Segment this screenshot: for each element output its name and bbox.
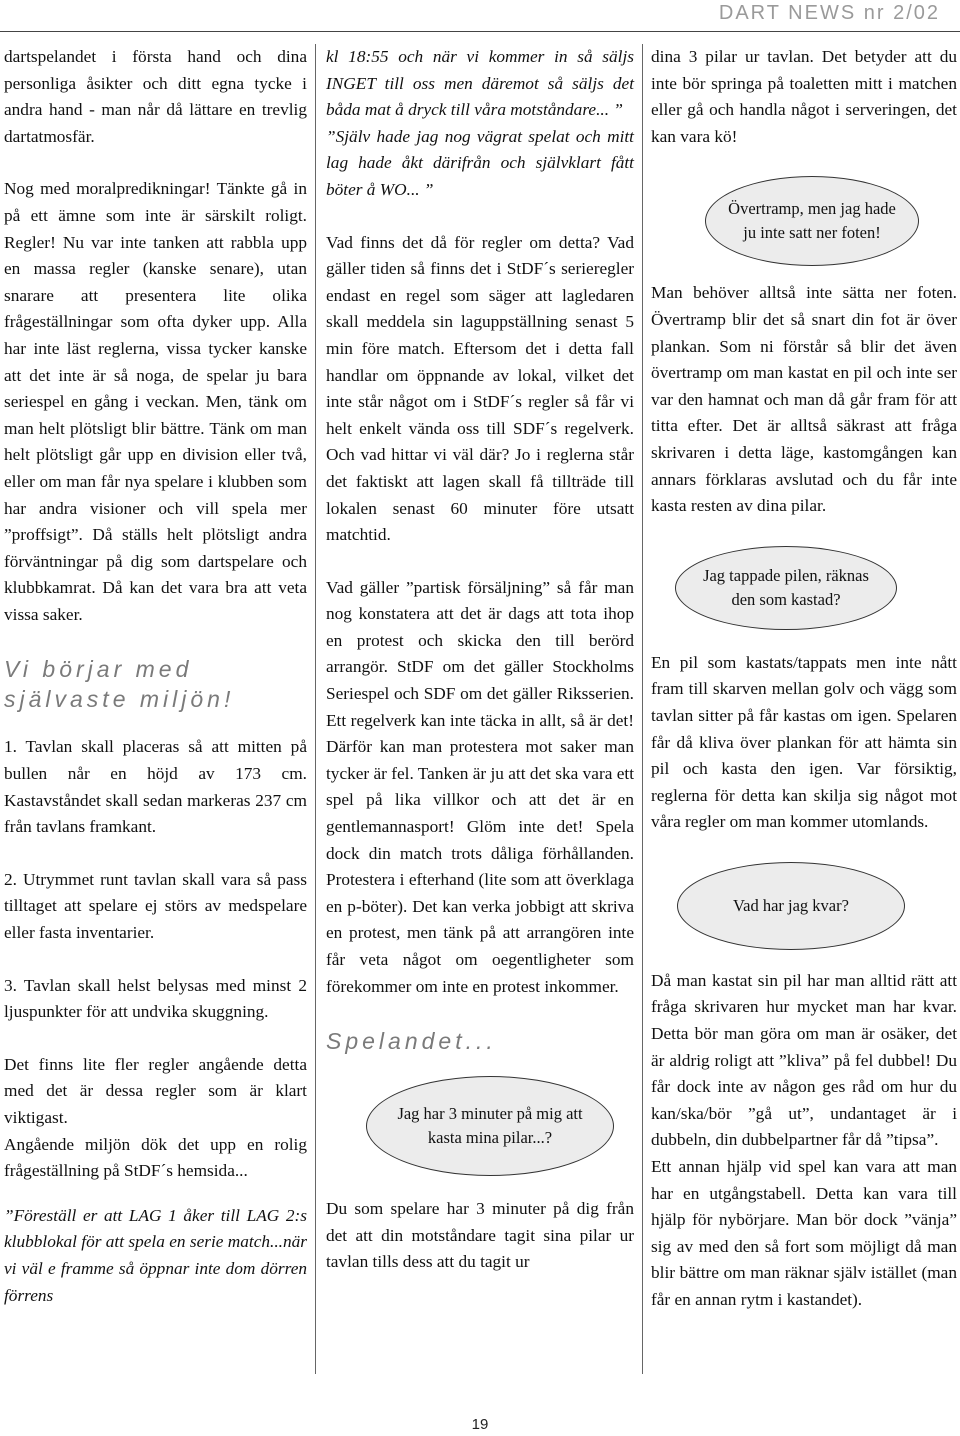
dropped-dart-paragraph: En pil som kastats/tappats men inte nått fram till skarven mellan golv och vägg som tavlan sitter på får kastas om igen. Spelaren får då kliva över plankan för att hämta sin pil och kasta den igen. Var försiktig, reglerna för detta kan skilja sig något mot våra regler om man kommer utomlands. [651,652,957,832]
column-1 [4,44,307,1309]
three-minutes-paragraph: Du som spelare har 3 minuter på dig från det att din motståndare tagit sina pilar ur tavlan tills dess att du tagit ur [326,1199,634,1272]
page-number: 19 [471,1416,489,1433]
question-bubble-remaining: Vad har jag kvar? [677,862,905,950]
magazine-title: DART NEWS nr 2/02 [718,2,940,24]
column-divider-right [642,44,643,1374]
header-divider [0,31,960,32]
column-divider-left [315,44,316,1374]
question-bubble-three-minutes: Jag har 3 minuter på mig att kasta mina pilar...? [366,1076,614,1176]
overstep-paragraph: Man behöver alltså inte sätta ner foten. Övertramp blir det så snart din fot är över plankan. Som ni förstår så blir det även övertramp om man kastat en pil och inte ser var den hamnat och man då går fram för att titta efter. Det är alltså säkrast att fråga skrivaren i detta läge, kastomgången kan annars förklaras avslutad och du får inte kasta resten av dina pilar. [651,283,957,516]
page-header [0,0,960,38]
question-bubble-overstep: Övertramp, men jag hade ju inte satt ner foten! [705,176,919,266]
toilet-paragraph: dina 3 pilar ur tavlan. Det betyder att du inte bör springa på toaletten mitt i matchen eller gå och handla något i serveringen, det kan vara kö! [651,47,957,146]
question-bubble-dropped-dart: Jag tappade pilen, räknas den som kastad? [675,546,897,630]
intro-paragraph: dartspelandet i första hand och dina personliga åsikter och ditt egna tycke i andra hand - man når då lättare en trevlig dartatmosfär. [4,47,307,146]
forum-quote: ”Föreställ er att LAG 1 åker till LAG 2:s klubblokal för att spela en serie match...när vi väl e framme så öppnar inte dom dörren förrens [4,1205,307,1305]
remaining-score-paragraph: Då man kastat sin pil har man alltid rätt att fråga skrivaren hur mycket man har kvar. Detta bör man göra om man är osäker, det är aldrig roligt att ”kliva” på fel dubbel! Du får dock inte av någon ges råd om hur du kan/ska/bör ”gå ut”, undantaget är i dubbeln, din dubbelpartner får då ”tipsa”. [651,970,957,1150]
section-heading-environment: Vi börjar med självaste miljön! [4,656,235,713]
rules-intro-paragraph: Nog med moralpredikningar! Tänkte gå in på ett ämne som inte är särskilt roligt. Regler! Nu var inte tanken att rabbla upp en massa regler (kanske senare), utan snarare att presentera lite olika frågeställningar som ofta dyker upp. Alla har inte läst reglerna, vissa tycker kanske att det inte är så noga, de spelar ju bara seriespel en gång i veckan. Men, tänk om man helt plötsligt blir bättre. Tänk om man helt plötsligt går upp en division eller två, eller om man får nya spelare i klubben som har andra visioner och vill spela mer ”proffsigt”. Då ställs helt plötsligt andra förväntningar på dig som dartspelare och klubbkamrat. Då kan det vara bra att veta vissa saker. [4,179,307,624]
column-2 [326,44,634,1276]
rule-1: 1. Tavlan skall placeras så att mitten på bullen når en höjd av 173 cm. Kastavståndet skall sedan markeras 237 cm från tavlans framkant. [4,737,307,837]
section-heading-playing: Spelandet... [326,1028,497,1055]
checkout-table-paragraph: Ett annan hjälp vid spel kan vara att man har en utgångstabell. Detta kan vara till hjälp för nybörjare. Man bör dock ”vänja” sig av med den så fort som möjligt då man blir bättre om man räknar själv istället (man får en annan rytm i kastandet). [651,1157,957,1309]
closing-paragraph: Det finns lite fler regler angående detta med det är dessa regler som är klart viktigast. [4,1054,307,1127]
partisan-sales-paragraph: Vad gäller ”partisk försäljning” så får man nog konstatera att det är dags att tota ihop en protest och skicka den till berörd arrangör. StDF om det gäller Stockholms Seriespel och SDF om det gäller Riksserien. Ett regelverk kan inte täcka in allt, så är det! Därför kan man protestera mot saker man tycker är fel. Tanken är ju att det ska vara ett spel på lika villkor och att det är en gentlemannasport! Glöm inte det! Spela dock din match trots dåliga förhållanden. Protestera i efterhand (lite som att överklaga en p-böter). Det kan verka jobbigt att skriva en protest, men tänk på att arrangören inte får veta något om oegentligheter som förekommer om inte en protest inkommer. [326,577,634,996]
forum-quote-2: ”Själv hade jag nog vägrat spelat och mitt lag hade åkt därifrån och självklart fått böter å WO... ” [326,126,634,199]
column-3 [651,44,957,1314]
website-paragraph: Angående miljön dök det upp en rolig frågeställning på StDF´s hemsida... [4,1134,307,1181]
forum-quote-continued: kl 18:55 och när vi kommer in så säljs INGET till oss men däremot så säljs det båda mat å dryck till våra motståndare... ” [326,47,634,120]
rule-3: 3. Tavlan skall helst belysas med minst 2 ljuspunkter för att undvika skuggning. [4,975,307,1022]
rules-answer-paragraph: Vad finns det då för regler om detta? Vad gäller tiden så finns det i StDF´s serieregler endast en regel som säger att lagledaren skall meddela sin laguppställning senast 5 min före match. Eftersom det i detta fall handlar om öppnande av lokal, vilket det inte står något om i StDF´s regler så får vi helt enkelt vända oss till SDF´s regelverk. Och vad hittar vi väl där? Jo i reglerna står det faktiskt att lagen skall få tillträde till lokalen senast 60 minuter före utsatt matchtid. [326,232,634,545]
rule-2: 2. Utrymmet runt tavlan skall vara så pass tilltaget att spelare ej störs av medspelare eller fasta inventarier. [4,869,307,943]
